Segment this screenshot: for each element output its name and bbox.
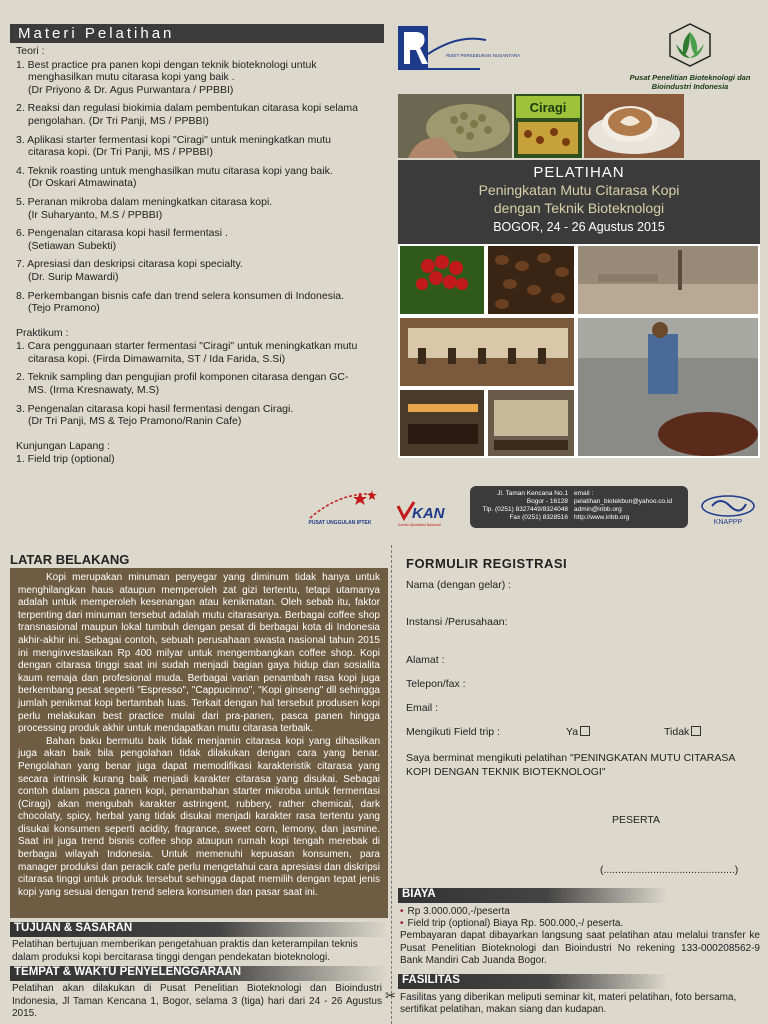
knappp-logo: [698, 494, 758, 526]
praktikum-item-text: 2. Teknik sampling dan pengujian profil komponen citarasa dengan GC-: [16, 371, 349, 384]
telepon-field[interactable]: Telepon/fax :: [406, 678, 466, 690]
title-line3: dengan Teknik Bioteknologi: [493, 200, 665, 216]
address-right: [574, 490, 684, 522]
tidak-label: Tidak: [664, 726, 690, 738]
address-line: Tlp. (0251) 8327449/8324048: [482, 506, 568, 513]
drying-floor-photo: [578, 246, 758, 314]
fasilitas-title: FASILITAS: [398, 974, 668, 989]
tidak-checkbox[interactable]: [691, 726, 701, 736]
teori-item: [16, 227, 384, 252]
tempat-text: Pelatihan akan dilakukan di Pusat Penelitian Bioteknologi dan Bioindustri Indonesia, Jl Taman Kencana 1, Bogor, selama 3 (tiga) hari dari 24 - 26 Agustus 2015.: [12, 983, 382, 1019]
coffee-cherries-photo: [400, 246, 484, 314]
title-pelatihan: PELATIHAN: [533, 164, 625, 181]
kan-logo: [396, 498, 460, 530]
ya-label: Ya: [566, 726, 579, 738]
teori-item-text: 1. Best practice pra panen kopi dengan teknik bioteknologi untuk: [16, 58, 317, 71]
biaya-item: • Field trip (optional) Biaya Rp. 500.000,-/ peserta.: [400, 918, 760, 930]
address-line: Bogor - 16128: [526, 498, 568, 505]
biaya-text: Pembayaran dapat dibayarkan langsung saat pelatihan atau melalui transfer ke Pusat Penelitian Bioteknologi dan Bioindustri No rekening 133-000208562-9 Bank Mandiri Cab Juanda Bogor.: [400, 930, 760, 966]
address-line: Fax (0251) 8328516: [509, 514, 568, 521]
contact-line: pelatihan_biotekbun@yahoo.co.id: [574, 498, 673, 505]
tujuan-text: Pelatihan bertujuan memberikan pengetahuan praktis dan keterampilan teknis dalam produksi kopi bercitarasa tinggi dengan pendekatan bioteknologi.: [12, 939, 358, 963]
teori-item-sub: (Ir Suharyanto, M.S / PPBBI): [28, 208, 163, 221]
kunjungan-label: Kunjungan Lapang :: [16, 439, 111, 452]
tempat-title: TEMPAT & WAKTU PENYELENGGARAAN: [10, 966, 388, 981]
teori-item: [16, 165, 384, 190]
teori-item-text: 3. Aplikasi starter fermentasi kopi "Ciragi" untuk meningkatkan mutu: [16, 133, 332, 146]
teori-label: Teori :: [16, 45, 45, 57]
teori-item-sub: pengolahan. (Dr Tri Panji, MS / PPBBI): [28, 114, 209, 127]
cafe-bar-photo: [400, 390, 484, 456]
teori-item-text: 6. Pengenalan citarasa kopi hasil fermentasi .: [16, 227, 228, 240]
biaya-item: • Rp 3.000.000,-/peserta: [400, 906, 760, 918]
teori-item-text: 2. Reaksi dan regulasi biokimia dalam pembentukan citarasa kopi selama: [16, 102, 359, 115]
latar-paragraph-1: Kopi merupakan minuman penyegar yang diminum tidak hanya untuk menghilangkan haus ataupun memperoleh zat gizi tertentu, tetapi utamanya adalah untuk memperoleh kesenangan atau kenikmatan. Oleh sebab itu, faktor terpenting dari minuman tersebut adalah mutu citarasanya. Berbagai coffee shop transnasional maupun lokal tumbuh dengan pesat di berbagai kota di Indonesia akhir-akhir ini. Sebagai contoh, sebuah perusahaan swasta nasional tahun 2015 ini menginvestasikan Rp 400 milyar untuk mengembangkan coffee shop. Kopi dengan citarasa tinggi saat ini sudah menjadi bagian gaya hidup dan sosialita kaum remaja dan profesional muda. Berbagai varian penambah rasa kopi juga berkembang pesat seperti "Espresso", "Cappucinno", "Kopi ginseng" dll sehingga jumlah penikmat kopi bertambah luas. Terkait dengan hal tersebut produsen kopi perlu melakukan best practice mulai dari pra-panen, pasca panen hingga processing produk akhir untuk mendapatkan mutu citarasa terbaik.: [18, 572, 380, 735]
ciragi-product-photo: [514, 94, 582, 158]
latar-box: [10, 568, 388, 918]
ri-logo-text: RISET PERKEBUNAN NUSANTARA: [446, 53, 521, 58]
scissors-icon: ✂: [385, 988, 396, 1003]
address-line: Jl. Taman Kencana No.1: [497, 490, 568, 497]
worker-photo: [578, 318, 758, 456]
pusat-unggulan-logo: [300, 488, 380, 532]
kan-text: KAN: [412, 505, 445, 522]
ppbbi-logo: [620, 22, 760, 92]
teori-item-text: 8. Perkembangan bisnis cafe dan trend selera konsumen di Indonesia.: [16, 289, 345, 302]
praktikum-item-text: 1. Cara penggunaan starter fermentasi "Ciragi" untuk meningkatkan mutu: [16, 340, 358, 353]
signature-line[interactable]: (.............................................): [600, 864, 739, 876]
title-box: [398, 160, 760, 244]
instansi-field[interactable]: Instansi /Perusahaan:: [406, 616, 508, 628]
roasted-beans-photo: [488, 246, 574, 314]
teori-item-sub: (Dr. Surip Mawardi): [28, 270, 119, 283]
cafe-interior-photo: [488, 390, 574, 456]
cappuccino-photo: [584, 94, 684, 158]
form-title: FORMULIR REGISTRASI: [406, 556, 568, 571]
teori-item-sub: menghasilkan mutu citarasa kopi yang baik .: [28, 71, 235, 84]
address-left: [476, 490, 568, 522]
knappp-text: KNAPPP: [713, 519, 743, 526]
praktikum-item-text: 3. Pengenalan citarasa kopi hasil fermentasi dengan Ciragi.: [16, 402, 294, 415]
materi-title: Materi Pelatihan: [10, 24, 384, 43]
teori-item-sub: (Dr Oskari Atmawinata): [28, 177, 137, 190]
biaya-title: BIAYA: [398, 888, 668, 903]
ya-checkbox[interactable]: [580, 726, 590, 736]
fasilitas-text: Fasilitas yang diberikan meliputi seminar kit, materi pelatihan, foto bersama, sertifikat pelatihan, makan siang dan kudapan.: [400, 992, 737, 1016]
contact-line: admin@iribb.org: [574, 506, 622, 513]
latar-title: LATAR BELAKANG: [10, 552, 130, 567]
teori-item: [16, 290, 384, 315]
contact-line: email :: [574, 490, 594, 497]
teori-item: [16, 102, 384, 127]
peserta-label: PESERTA: [612, 814, 661, 826]
tujuan-title: TUJUAN & SASARAN: [10, 922, 388, 937]
praktikum-label: Praktikum :: [16, 326, 69, 339]
address-box: [470, 486, 688, 528]
praktikum-item: [16, 371, 384, 396]
praktikum-list: [16, 340, 384, 428]
title-date: BOGOR, 24 - 26 Agustus 2015: [493, 220, 665, 234]
teori-item-text: 5. Peranan mikroba dalam meningkatkan citarasa kopi.: [16, 195, 273, 208]
nama-field[interactable]: Nama (dengan gelar) :: [406, 579, 512, 591]
teori-item: [16, 134, 384, 159]
email-field[interactable]: Email :: [406, 702, 439, 714]
teori-section: [16, 45, 384, 466]
teori-item: [16, 196, 384, 221]
fieldtrip-tidak-option[interactable]: [664, 726, 701, 738]
pusat-unggulan-text: PUSAT UNGGULAN IPTEK: [308, 520, 372, 526]
coffee-beans-hand-photo: [398, 94, 512, 158]
teori-item: [16, 258, 384, 283]
fieldtrip-ya-option[interactable]: [566, 726, 590, 738]
kan-subtext: Komite Akreditasi Nasional: [398, 523, 441, 527]
praktikum-item: [16, 340, 384, 365]
praktikum-item-sub: citarasa kopi. (Firda Dimawarnita, ST / Ida Farida, S.Si): [28, 352, 286, 365]
biaya-section: [400, 906, 760, 967]
praktikum-item-sub: (Dr Tri Panji, MS & Tejo Pramono/Ranin Cafe): [28, 415, 242, 428]
alamat-field[interactable]: Alamat :: [406, 654, 445, 666]
teori-item-text: 4. Teknik roasting untuk menghasilkan mutu citarasa kopi yang baik.: [16, 164, 333, 177]
ri-logo: [398, 24, 521, 74]
teori-item-sub: (Tejo Pramono): [28, 302, 100, 315]
teori-item-sub: (Setiawan Subekti): [28, 239, 117, 252]
cut-line: [391, 545, 392, 1024]
espresso-machine-photo: [400, 318, 574, 386]
praktikum-item: [16, 403, 384, 428]
teori-item-text: 7. Apresiasi dan deskripsi citarasa kopi specialty.: [16, 258, 243, 271]
kunjungan-list: [16, 453, 384, 466]
teori-item-author: (Dr Priyono & Dr. Agus Purwantara / PPBBI): [28, 83, 234, 96]
ppbbi-name: Pusat Penelitian Bioteknologi dan Bioindustri Indonesia: [629, 73, 751, 91]
teori-list: [16, 59, 384, 315]
photo-grid: [398, 244, 760, 458]
contact-line: http://www.iribb.org: [574, 514, 630, 521]
ciragi-label: Ciragi: [529, 100, 567, 115]
fieldtrip-label: Mengikuti Field trip :: [406, 726, 500, 738]
latar-paragraph-2: Bahan baku bermutu baik tidak menjamin citarasa kopi yang dihasilkan juga akan baik bila pengolahan tidak dilakukan dengan cara yang benar. Pengolahan yang benar juga dapat memodifikasi karakteristik citarasa yang secara intrinsik kurang baik menjadi karakter citarasa yang disukai. Sebagai contoh dalam pasca panen kopi, penambahan starter mikroba untuk fermentasi (Ciragi) akan mengubah karakter astringent, rubbery, rather chemical, dark chocolaty, spicy, herbal yang tidak disukai menjadi karakter rasa tertentu yang disukai konsumen seperti acidity, fragrance, sweet corn, lemony, dan jasmine. Saat ini juga trend bisnis coffee shop ataupun rumah kopi tengah merebak di berbagai wilayah Indonesia. Untuk memenuhi kepuasan konsumen, para manager produksi dan peracik cafe perlu mengetahui cara apresiasi dan diskripsi citarasa tinggi untuk produk tersebut sehingga dapat memilih dengan tepat jenis kopi yang sesuai dengan trend selera konsumen dan pasar saat ini.: [18, 735, 380, 898]
teori-item: [16, 59, 384, 97]
teori-item-sub: citarasa kopi. (Dr Tri Panji, MS / PPBBI): [28, 146, 213, 159]
title-line2: Peningkatan Mutu Citarasa Kopi: [478, 182, 680, 198]
form-statement: Saya berminat mengikuti pelatihan "PENINGKATAN MUTU CITARASA KOPI DENGAN TEKNIK BIOTEKNOLOGI": [406, 752, 735, 778]
kunjungan-item[interactable]: 1. Field trip (optional): [16, 453, 115, 466]
praktikum-item-sub: MS. (Irma Kresnawaty, M.S): [28, 384, 160, 397]
